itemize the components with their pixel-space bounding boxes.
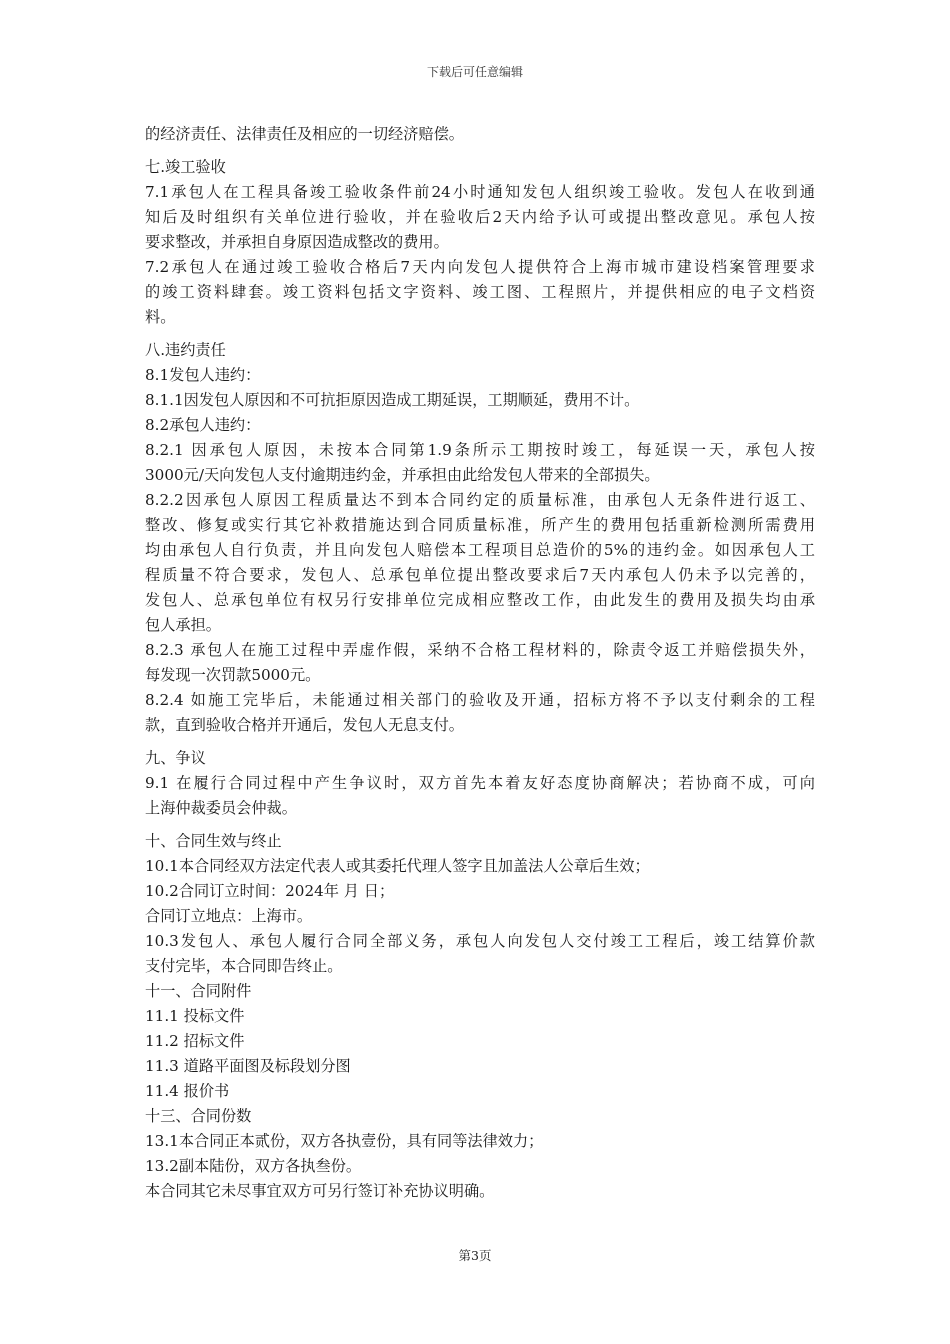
text-line: 9.1 在履行合同过程中产生争议时，双方首先本着友好态度协商解决；若协商不成，可向 [145, 774, 815, 792]
text-line: 11.1 投标文件 [145, 1007, 245, 1025]
text-line: 十、合同生效与终止 [145, 832, 282, 850]
text-line: 7.2承包人在通过竣工验收合格后7天内向发包人提供符合上海市城市建设档案管理要求 [145, 258, 815, 276]
text-line: 十三、合同份数 [145, 1107, 252, 1125]
text-line: 十一、合同附件 [145, 982, 252, 1000]
section-gap [145, 330, 815, 338]
text-line: 支付完毕，本合同即告终止。 [145, 957, 343, 975]
text-line: 上海仲裁委员会仲裁。 [145, 799, 297, 817]
text-line: 九、争议 [145, 749, 206, 767]
text-line: 11.4 报价书 [145, 1082, 230, 1100]
text-line: 8.1发包人违约： [145, 366, 261, 384]
text-line: 13.2副本陆份，双方各执叁份。 [145, 1157, 362, 1175]
text-line: 8.2.4 如施工完毕后，未能通过相关部门的验收及开通，招标方将不予以支付剩余的工程 [145, 691, 815, 709]
text-line: 8.2.2因承包人原因工程质量达不到本合同约定的质量标准，由承包人无条件进行返工、 [145, 491, 815, 509]
text-line: 11.2 招标文件 [145, 1032, 245, 1050]
text-line: 七.竣工验收 [145, 158, 226, 176]
text-line: 整改、修复或实行其它补救措施达到合同质量标准，所产生的费用包括重新检测所需费用 [145, 516, 815, 534]
text-line: 13.1本合同正本贰份，双方各执壹份，具有同等法律效力； [145, 1132, 544, 1150]
text-line: 7.1承包人在工程具备竣工验收条件前24小时通知发包人组织竣工验收。发包人在收到通 [145, 183, 815, 201]
section-gap [145, 738, 815, 746]
text-line: 料。 [145, 308, 176, 326]
section-gap [145, 147, 815, 155]
text-line: 均由承包人自行负责，并且向发包人赔偿本工程项目总造价的5%的违约金。如因承包人工 [145, 541, 815, 559]
page-header: 下载后可任意编辑 [426, 65, 523, 79]
text-line: 程质量不符合要求，发包人、总承包单位提出整改要求后7天内承包人仍未予以完善的， [145, 566, 815, 584]
text-line: 每发现一次罚款5000元。 [145, 666, 321, 684]
section-gap [145, 821, 815, 829]
document-body [145, 122, 815, 1204]
text-line: 知后及时组织有关单位进行验收，并在验收后2天内给予认可或提出整改意见。承包人按 [145, 208, 815, 226]
text-line: 要求整改，并承担自身原因造成整改的费用。 [145, 233, 449, 251]
text-line: 合同订立地点：上海市。 [145, 907, 313, 925]
text-line: 10.1本合同经双方法定代表人或其委托代理人签字且加盖法人公章后生效； [145, 857, 650, 875]
text-line: 的竣工资料肆套。竣工资料包括文字资料、竣工图、工程照片，并提供相应的电子文档资 [145, 283, 815, 301]
text-line: 发包人、总承包单位有权另行安排单位完成相应整改工作，由此发生的费用及损失均由承 [145, 591, 815, 609]
text-line: 10.3发包人、承包人履行合同全部义务，承包人向发包人交付竣工工程后，竣工结算价款 [145, 932, 815, 950]
text-line: 8.2.3 承包人在施工过程中弄虚作假，采纳不合格工程材料的，除责令返工并赔偿损失外， [145, 641, 815, 659]
text-line: 8.2.1 因承包人原因，未按本合同第1.9条所示工期按时竣工，每延误一天，承包人按 [145, 441, 815, 459]
text-line: 包人承担。 [145, 616, 221, 634]
text-line: 款，直到验收合格并开通后，发包人无息支付。 [145, 716, 464, 734]
text-line: 八.违约责任 [145, 341, 226, 359]
text-line: 11.3 道路平面图及标段划分图 [145, 1057, 351, 1075]
text-line: 本合同其它未尽事宜双方可另行签订补充协议明确。 [145, 1182, 495, 1200]
text-line: 8.2承包人违约： [145, 416, 261, 434]
page-number: 第3页 [458, 1248, 492, 1263]
text-line: 10.2合同订立时间：2024年 月 日； [145, 882, 395, 900]
text-line: 8.1.1因发包人原因和不可抗拒原因造成工期延误，工期顺延，费用不计。 [145, 391, 640, 409]
text-line: 3000元/天向发包人支付逾期违约金，并承担由此给发包人带来的全部损失。 [145, 466, 660, 484]
text-line: 的经济责任、法律责任及相应的一切经济赔偿。 [145, 125, 464, 143]
